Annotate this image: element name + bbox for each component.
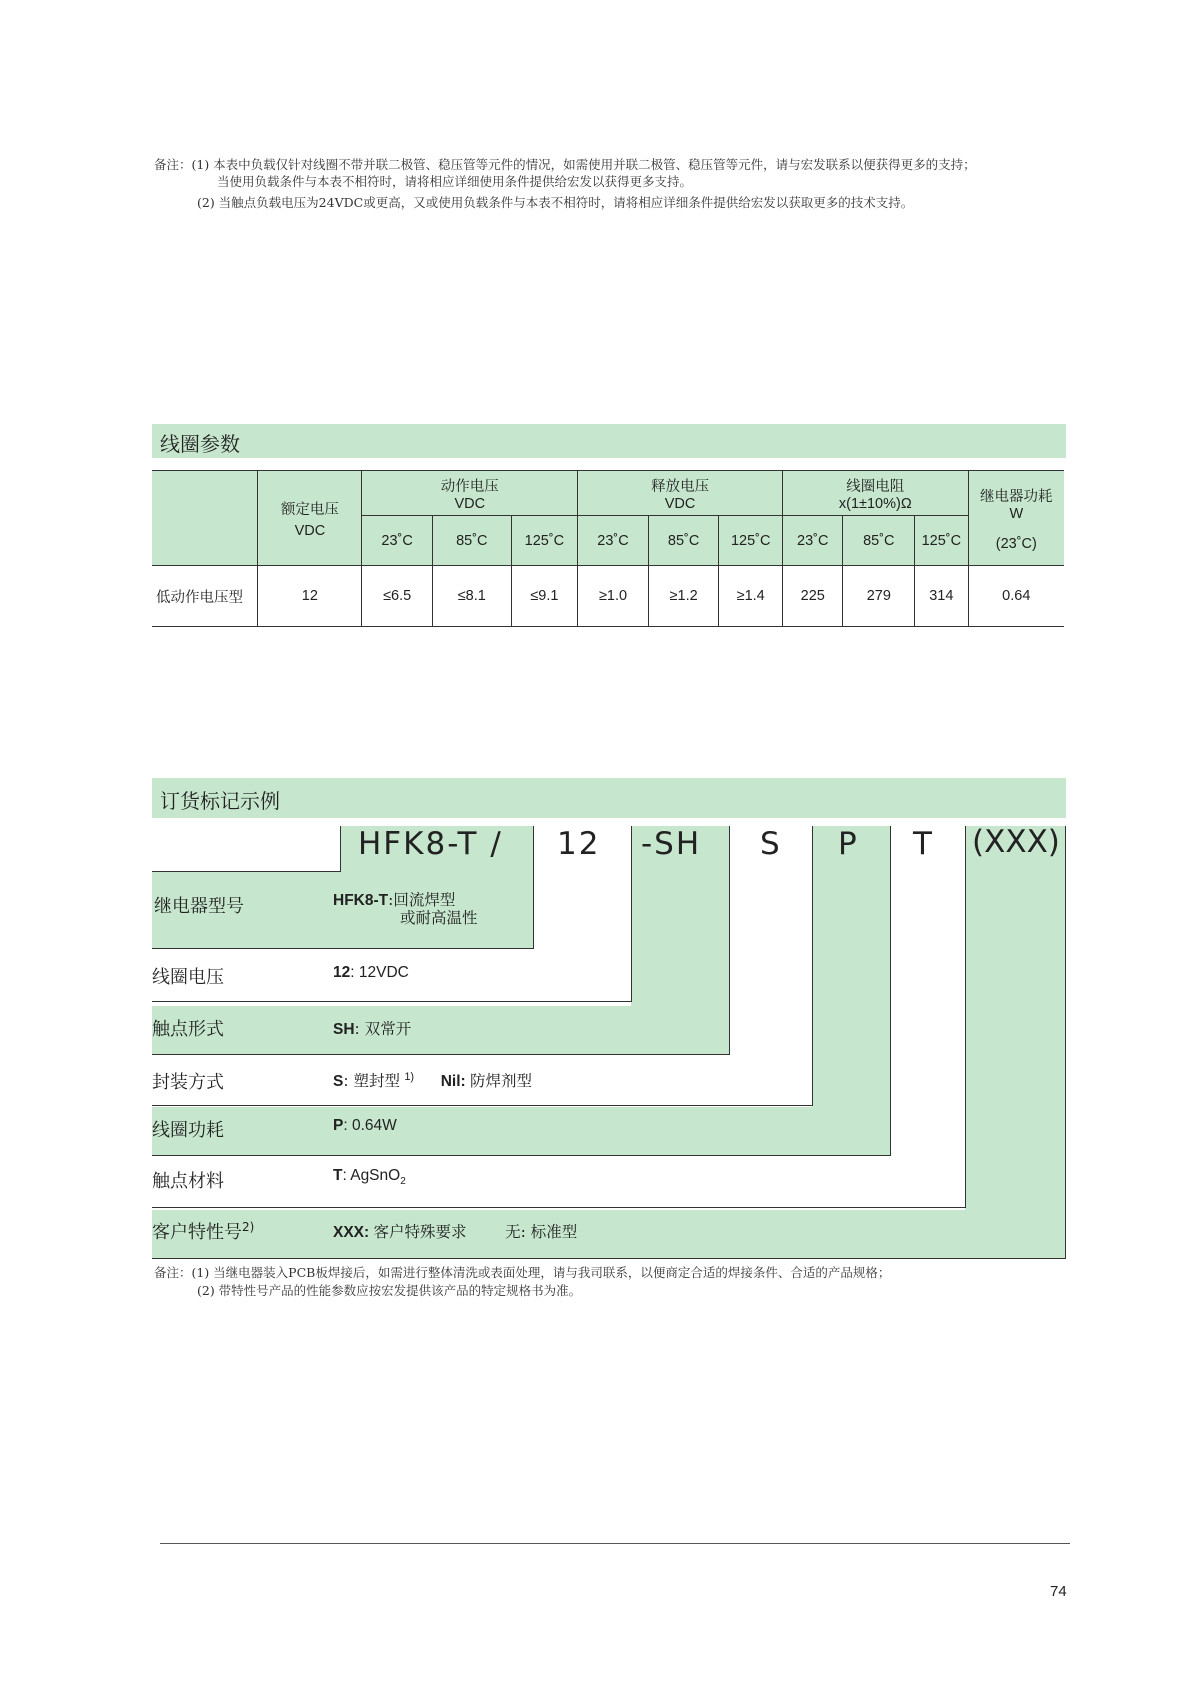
table-corner-cell <box>152 471 258 566</box>
pickup-temp-85: 85˚C <box>432 516 511 566</box>
release-voltage-header: 释放电压 VDC <box>578 471 783 516</box>
divider <box>152 871 340 872</box>
resistance-value-85: 279 <box>843 566 915 627</box>
divider <box>152 1207 966 1208</box>
coil-section-title: 线圈参数 <box>160 432 240 456</box>
coil-resistance-header: 线圈电阻 x(1±10%)Ω <box>782 471 968 516</box>
bottom-note-line1: 备注：(1) 当继电器装入PCB板焊接后，如需进行整体清洗或表面处理，请与我司联系，以便商定合适的焊接条件、合适的产品规格； <box>154 1265 891 1280</box>
code-contact-material: T <box>913 826 934 862</box>
divider <box>152 1001 632 1002</box>
bottom-note-line2: (2) 带特性号产品的性能参数应按宏发提供该产品的特定规格书为准。 <box>197 1283 582 1298</box>
coil-parameters-table <box>152 470 1064 627</box>
divider <box>340 826 341 872</box>
row-desc-contact-material: T: AgSnO$_2$ <box>333 1167 406 1188</box>
release-temp-23: 23˚C <box>578 516 649 566</box>
pickup-temp-125: 125˚C <box>511 516 578 566</box>
divider <box>812 826 813 1106</box>
row-desc-package: S: 塑封型 $^{1)}$ Nil: 防焊剂型 <box>333 1070 533 1090</box>
top-note-line2: 当使用负载条件与本表不相符时，请将相应详细使用条件提供给宏发以获得更多支持。 <box>217 174 693 189</box>
top-note-line1: 备注：(1) 本表中负载仅针对线圈不带并联二极管、稳压管等元件的情况，如需使用并联二极管、稳压管等元件，请与宏发联系以便获得更多的支持； <box>154 157 976 172</box>
divider <box>729 826 730 1055</box>
row-desc-contact-form: SH: 双常开 <box>333 1020 412 1038</box>
table-row <box>152 566 1064 627</box>
divider <box>890 826 891 1156</box>
top-note-line3: (2) 当触点负载电压为24VDC或更高，又或使用负载条件与本表不相符时，请将相应详细条件提供给宏发以获取更多的技术支持。 <box>197 195 914 210</box>
divider <box>631 826 632 1002</box>
code-customer: (XXX) <box>972 824 1060 860</box>
footer-rule <box>160 1543 1070 1544</box>
row-label-model: 继电器型号 <box>154 896 244 917</box>
release-temp-125: 125˚C <box>719 516 783 566</box>
pickup-value-23: ≤6.5 <box>362 566 433 627</box>
resistance-temp-125: 125˚C <box>915 516 968 566</box>
row-desc-customer: XXX: 客户特殊要求 无: 标准型 <box>333 1223 578 1241</box>
resistance-temp-23: 23˚C <box>782 516 843 566</box>
resistance-value-125: 314 <box>915 566 968 627</box>
row-label: 低动作电压型 <box>156 589 243 606</box>
row-desc-model-line2: 或耐高温性 <box>400 909 478 927</box>
divider <box>152 948 534 949</box>
row-desc-coil-power: P: 0.64W <box>333 1117 397 1134</box>
pickup-value-85: ≤8.1 <box>432 566 511 627</box>
code-power: P <box>838 826 859 862</box>
row-label-coil-power: 线圈功耗 <box>152 1120 224 1141</box>
row-label-coil-voltage: 线圈电压 <box>152 967 224 988</box>
row-desc-coil-voltage: 12: 12VDC <box>333 964 409 981</box>
divider <box>533 826 534 949</box>
release-value-125: ≥1.4 <box>719 566 783 627</box>
order-section-title: 订货标记示例 <box>160 789 280 813</box>
release-temp-85: 85˚C <box>648 516 719 566</box>
divider <box>152 1258 1066 1259</box>
divider <box>152 1054 730 1055</box>
rated-voltage-value: 12 <box>258 566 362 627</box>
coil-section-header <box>152 424 1066 458</box>
power-value: 0.64 <box>968 566 1064 627</box>
customer-code-region <box>965 826 1066 1259</box>
row-desc-model: HFK8-T:回流焊型 <box>333 891 456 909</box>
pickup-value-125: ≤9.1 <box>511 566 578 627</box>
row-label-contact-form: 触点形式 <box>152 1019 224 1040</box>
row-label-package: 封装方式 <box>152 1072 224 1093</box>
rated-voltage-header: 额定电压 VDC <box>258 471 362 566</box>
pickup-voltage-header: 动作电压 VDC <box>362 471 578 516</box>
power-row-region <box>152 1107 812 1156</box>
row-label-contact-material: 触点材料 <box>152 1171 224 1192</box>
divider <box>152 1155 891 1156</box>
divider <box>1065 826 1066 1259</box>
divider <box>965 826 966 1208</box>
resistance-temp-85: 85˚C <box>843 516 915 566</box>
code-package: S <box>760 826 782 862</box>
code-model: HFK8-T / <box>358 826 503 862</box>
power-header: 继电器功耗 W (23˚C) <box>968 471 1064 566</box>
order-section-header <box>152 778 1066 818</box>
release-value-23: ≥1.0 <box>578 566 649 627</box>
row-label-customer: 客户特性号$^{2)}$ <box>152 1220 255 1243</box>
power-code-region <box>812 826 890 1156</box>
code-voltage: 12 <box>557 826 601 862</box>
page-number: 74 <box>1050 1583 1067 1600</box>
pickup-temp-23: 23˚C <box>362 516 433 566</box>
resistance-value-23: 225 <box>782 566 843 627</box>
release-value-85: ≥1.2 <box>648 566 719 627</box>
code-contact-form: -SH <box>641 826 702 862</box>
divider <box>152 1105 813 1106</box>
